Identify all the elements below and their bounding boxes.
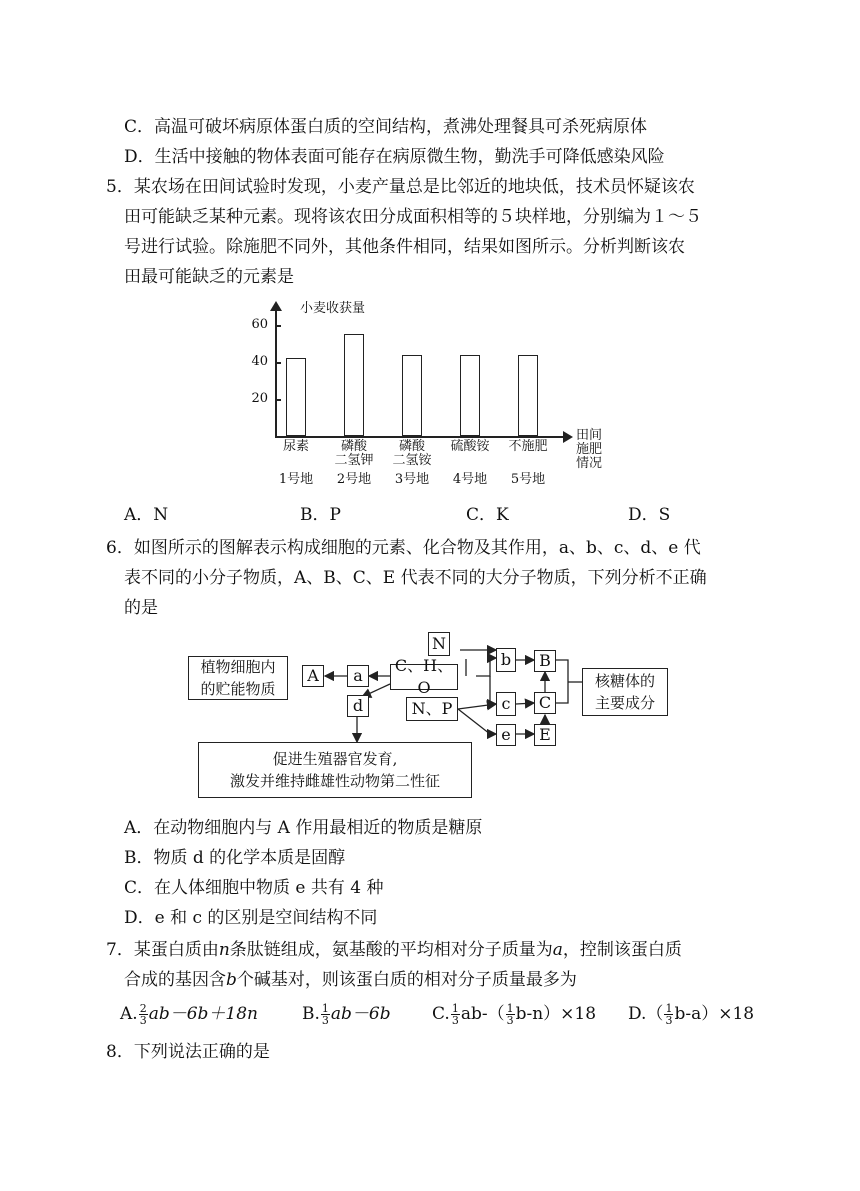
node-C: C: [534, 692, 556, 714]
q7-text-3: ，控制该蛋白质: [562, 940, 682, 960]
q7c-fraction-1: [451, 1003, 460, 1026]
x-category-text: 二氢铵: [392, 453, 432, 468]
q7c-den-2: 3: [506, 1014, 514, 1027]
q7b-label: B.: [302, 1004, 320, 1024]
storage-line-1: 植物细胞内: [200, 658, 276, 676]
x-category-text: 磷酸: [340, 439, 367, 454]
q4-option-c: C．高温可破坏病原体蛋白质的空间结构，煮沸处理餐具可杀死病原体: [124, 117, 648, 137]
q7d-label: D.（: [628, 1004, 664, 1024]
q5-stem-line-3: 号进行试验。除施肥不同外，其他条件相同，结果如图所示。分析判断该农: [124, 237, 685, 257]
q7b-fraction: [321, 1003, 330, 1026]
q7-text-1: 7．某蛋白质由: [106, 940, 219, 960]
q7a-fraction: [139, 1003, 148, 1026]
x-plot-label: 4号地: [452, 472, 488, 487]
q7d-num: 1: [665, 1002, 673, 1015]
q8-stem: 8．下列说法正确的是: [106, 1042, 270, 1062]
node-B: B: [534, 650, 556, 672]
x-category-label: [326, 440, 382, 468]
q5-stem-line-2: 田可能缺乏某种元素。现将该农田分成面积相等的５块样地，分别编为１～５: [124, 207, 702, 227]
chart-xlabel: [576, 429, 602, 471]
node-N: N: [428, 632, 450, 656]
q7-option-d: [628, 1002, 754, 1026]
q5-stem-line-1: 5．某农场在田间试验时发现，小麦产量总是比邻近的地块低，技术员怀疑该农: [106, 177, 695, 197]
x-category-text: 硫酸铵: [450, 439, 490, 454]
q7c-num-1: 1: [451, 1002, 459, 1015]
q7-text-2: 条肽链组成，氨基酸的平均相对分子质量为: [229, 940, 553, 960]
q7-var-a: a: [552, 940, 563, 960]
bar-plot-5: [518, 355, 538, 436]
node-chno: C、H、O: [390, 664, 458, 690]
hormone-box: [198, 742, 472, 798]
x-plot-label: 1号地: [278, 472, 314, 487]
q7-option-c: [432, 1002, 596, 1026]
q7a-label: A.: [120, 1004, 138, 1024]
y-tick-mark: [275, 362, 281, 364]
q7-text-4: 合成的基因含: [124, 970, 226, 990]
node-e: e: [496, 724, 516, 746]
q7-option-a: [120, 1002, 258, 1026]
x-plot-label: 5号地: [510, 472, 546, 487]
x-category-text: 尿素: [282, 439, 309, 454]
q7a-num: 2: [139, 1002, 147, 1015]
storage-substance-box: [188, 656, 288, 700]
y-tick-mark: [275, 325, 281, 327]
bar-plot-3: [402, 355, 422, 436]
q7-stem-line-2: [124, 968, 577, 992]
q6-option-a: A．在动物细胞内与 A 作用最相近的物质是糖原: [124, 818, 483, 838]
y-tick-label: 20: [251, 391, 268, 406]
q7a-expr: ab－6b＋18n: [148, 1004, 258, 1024]
q7-stem-line-1: [106, 938, 682, 962]
x-category-text: 磷酸: [398, 439, 425, 454]
q6-option-c: C．在人体细胞中物质 e 共有 4 种: [124, 878, 384, 898]
q5-option-d: D．S: [628, 505, 671, 525]
q6-stem-line-3: 的是: [124, 598, 158, 618]
x-category-label: [500, 440, 556, 454]
yield-bar-chart: [230, 295, 620, 495]
xlabel-line-3: 情况: [576, 456, 603, 471]
x-plot-label: 2号地: [336, 472, 372, 487]
q7-text-5: 个碱基对，则该蛋白质的相对分子质量最多为: [236, 970, 577, 990]
q7c-num-2: 1: [506, 1002, 514, 1015]
q7d-den: 3: [665, 1014, 673, 1027]
q6-option-b: B．物质 d 的化学本质是固醇: [124, 848, 346, 868]
q7a-den: 3: [139, 1014, 147, 1027]
node-c: c: [496, 692, 516, 716]
node-d: d: [347, 695, 369, 717]
node-b: b: [496, 648, 516, 672]
q6-option-d: D．e 和 c 的区别是空间结构不同: [124, 908, 378, 928]
q7c-label: C.: [432, 1004, 450, 1024]
x-category-label: [384, 440, 440, 468]
q7b-num: 1: [321, 1002, 329, 1015]
y-axis-arrow: [270, 301, 282, 311]
q7-var-n: n: [218, 940, 230, 960]
y-tick-label: 40: [251, 354, 268, 369]
q7d-expr: b-a）×18: [674, 1004, 755, 1024]
q7b-den: 3: [321, 1014, 329, 1027]
q5-option-a: A．N: [124, 505, 169, 525]
x-axis-arrow: [563, 431, 573, 443]
x-category-text: 不施肥: [508, 439, 548, 454]
xlabel-line-1: 田间: [576, 428, 603, 443]
hormone-line-1: 促进生殖器官发育,: [272, 750, 398, 768]
q7b-expr: ab－6b: [330, 1004, 391, 1024]
storage-line-2: 的贮能物质: [200, 680, 276, 698]
q7c-expr: b-n）×18: [515, 1004, 597, 1024]
y-axis: [275, 309, 277, 437]
x-category-label: [442, 440, 498, 454]
bar-plot-1: [286, 358, 306, 436]
x-category-label: [268, 440, 324, 454]
node-a: a: [347, 665, 369, 687]
q6-stem-line-2: 表不同的小分子物质，A、B、C、E 代表不同的大分子物质，下列分析不正确: [124, 568, 707, 588]
q4-option-d: D．生活中接触的物体表面可能存在病原微生物，勤洗手可降低感染风险: [124, 147, 665, 167]
q5-stem-line-4: 田最可能缺乏的元素是: [124, 267, 294, 287]
hormone-line-2: 激发并维持雌雄性动物第二性征: [229, 772, 440, 790]
chart-ylabel: 小麦收获量: [300, 301, 366, 316]
y-tick-mark: [275, 399, 281, 401]
x-plot-label: 3号地: [394, 472, 430, 487]
xlabel-line-2: 施肥: [576, 442, 603, 457]
x-category-text: 二氢钾: [334, 453, 374, 468]
q7c-mid: ab-（: [460, 1004, 505, 1024]
q5-option-b: B．P: [300, 505, 341, 525]
q7c-fraction-2: [506, 1003, 515, 1026]
q7-var-b: b: [226, 970, 237, 990]
q7d-fraction: [664, 1003, 673, 1026]
q7-option-b: [302, 1002, 391, 1026]
q7c-den-1: 3: [451, 1014, 459, 1027]
node-NP: N、P: [406, 697, 458, 721]
ribosome-box: [582, 668, 668, 716]
node-A: A: [302, 665, 324, 687]
bar-plot-4: [460, 355, 480, 436]
q6-stem-line-1: 6．如图所示的图解表示构成细胞的元素、化合物及其作用，a、b、c、d、e 代: [106, 538, 701, 558]
y-tick-label: 60: [251, 317, 268, 332]
node-E: E: [534, 724, 556, 746]
bar-plot-2: [344, 334, 364, 436]
ribosome-line-1: 核糖体的: [594, 672, 655, 690]
x-axis: [275, 436, 565, 438]
ribosome-line-2: 主要成分: [594, 694, 655, 712]
q5-option-c: C．K: [466, 505, 509, 525]
